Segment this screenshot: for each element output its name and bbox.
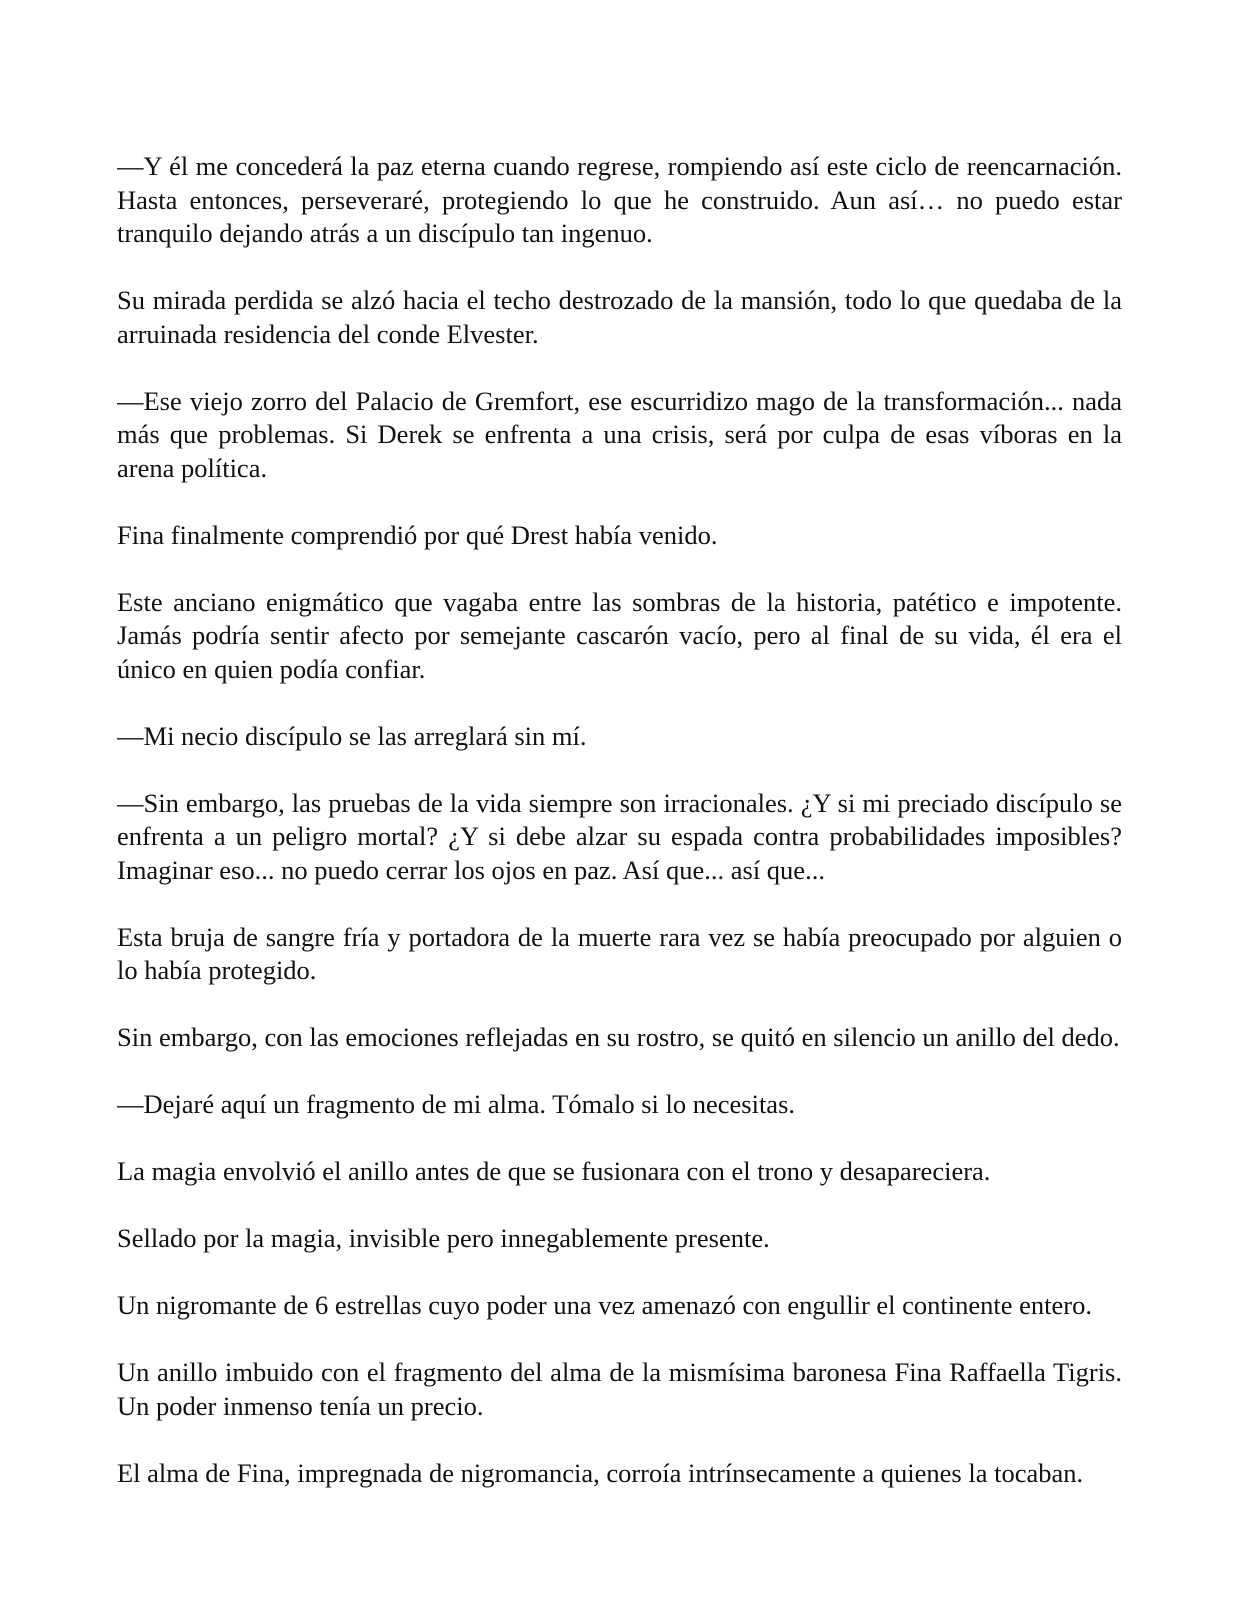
paragraph-13: Un nigromante de 6 estrellas cuyo poder una vez amenazó con engullir el continente entero.: [117, 1290, 1092, 1320]
paragraph-12: Sellado por la magia, invisible pero innegablemente presente.: [117, 1223, 770, 1253]
paragraph-3: —Ese viejo zorro del Palacio de Gremfort, ese escurridizo mago de la transformación... nada más que problemas. Si Derek se enfrenta a una crisis, será por culpa de esas víboras en la arena política.: [117, 385, 1122, 483]
paragraph-9: Sin embargo, con las emociones reflejadas en su rostro, se quitó en silencio un anillo del dedo.: [117, 1022, 1120, 1052]
paragraph-1: —Y él me concederá la paz eterna cuando regrese, rompiendo así este ciclo de reencarnación. Hasta entonces, perseveraré, protegiendo lo que he construido. Aun así… no puedo estar tranquilo dejando atrás a un discípulo tan ingenuo.: [117, 151, 1122, 248]
document-page: [117, 150, 1122, 1620]
paragraph-4: Fina finalmente comprendió por qué Drest había venido.: [117, 519, 718, 550]
paragraph-10: —Dejaré aquí un fragmento de mi alma. Tómalo si lo necesitas.: [117, 1089, 796, 1119]
paragraph-7: —Sin embargo, las pruebas de la vida siempre son irracionales. ¿Y si mi preciado discípulo se enfrenta a un peligro mortal? ¿Y si debe alzar su espada contra probabilidades imposibles? Imaginar eso... no puedo cerrar los ojos en paz. Así que... así que...: [117, 787, 1122, 885]
paragraph-5: Este anciano enigmático que vagaba entre las sombras de la historia, patético e impotente. Jamás podría sentir afecto por semejante cascarón vacío, pero al final de su vida, él era el único en quien podía confiar.: [117, 586, 1122, 684]
paragraph-8: Esta bruja de sangre fría y portadora de la muerte rara vez se había preocupado por alguien o lo había protegido.: [117, 921, 1122, 985]
paragraph-2: Su mirada perdida se alzó hacia el techo destrozado de la mansión, todo lo que quedaba de la arruinada residencia del conde Elvester.: [117, 285, 1122, 349]
paragraph-11: La magia envolvió el anillo antes de que se fusionara con el trono y desapareciera.: [117, 1156, 991, 1186]
paragraph-6: —Mi necio discípulo se las arreglará sin mí.: [117, 720, 587, 751]
paragraph-15: El alma de Fina, impregnada de nigromancia, corroía intrínsecamente a quienes la tocaban.: [117, 1457, 1084, 1488]
paragraph-14: Un anillo imbuido con el fragmento del alma de la mismísima baronesa Fina Raffaella Tigris. Un poder inmenso tenía un precio.: [117, 1357, 1122, 1421]
